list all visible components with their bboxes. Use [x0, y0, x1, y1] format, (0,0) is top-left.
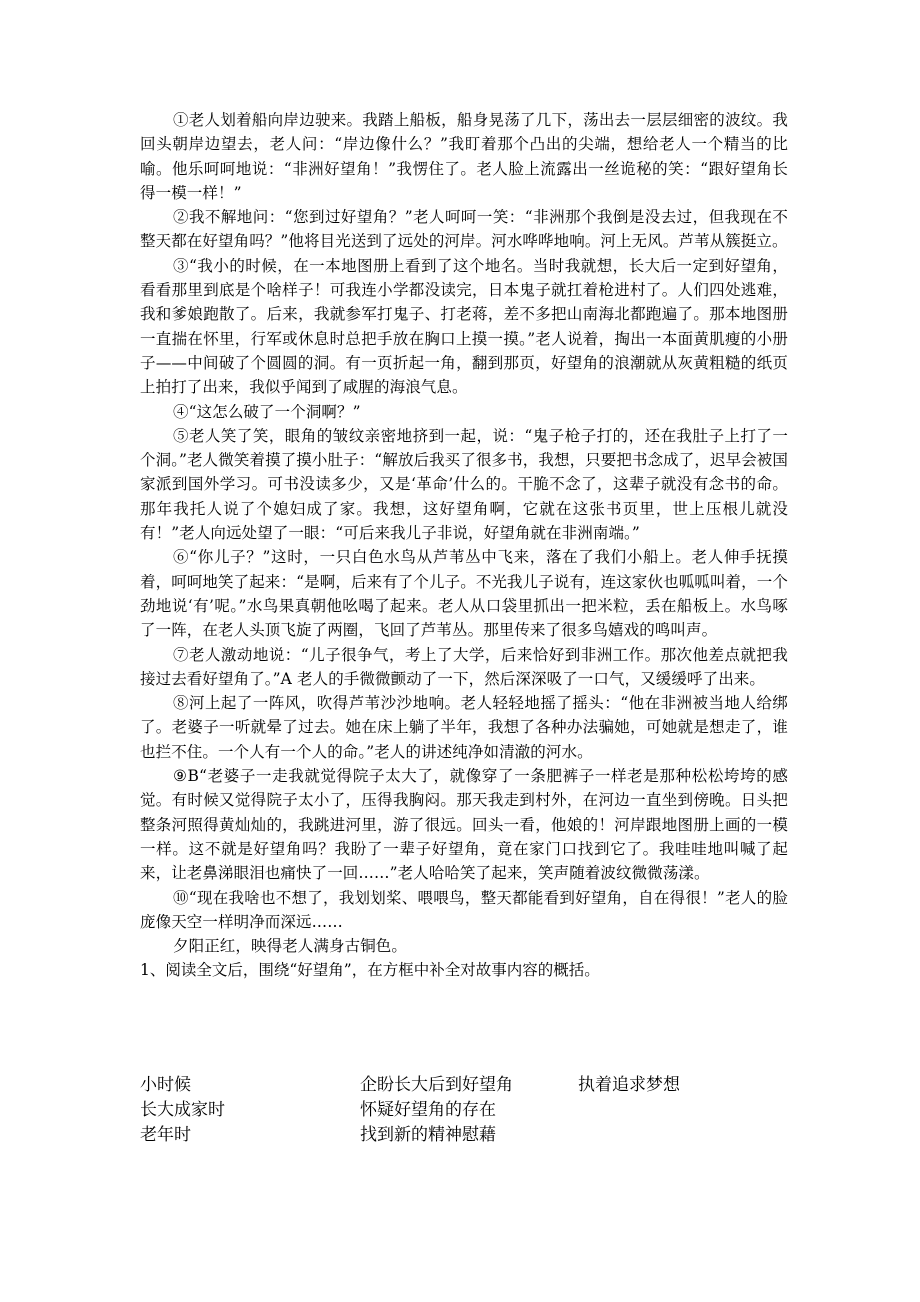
paragraph-9: ⑨B“老婆子一走我就觉得院子太大了，就像穿了一条肥裤子一样老是那种松松垮垮的感觉。有时候又觉得院子太小了，压得我胸闷。那天我走到村外，在河边一直坐到傍晚。日头把整条河照得黄灿灿的，我跳进河里，游了很远。回头一看，他娘的！河岸跟地图册上画的一模一样。这不就是好望角吗？我盼了一辈子好望角，竟在家门口找到它了。我哇哇地叫喊了起来，让老鼻涕眼泪也痛快了一回……”老人哈哈笑了起来，笑声随着波纹微微荡漾。: [140, 767, 788, 883]
paragraph-3: ③“我小的时候，在一本地图册上看到了这个地名。当时我就想，长大后一定到好望角，看看那里到底是个啥样子！可我连小学都没读完，日本鬼子就扛着枪进村了。人们四处逃难，我和爹娘跑散了。后来，我就参军打鬼子、打老蒋，差不多把山南海北都跑遍了。那本地图册一直揣在怀里，行军或休息时总把手放在胸口上摸一摸。”老人说着，掏出一本面黄肌瘦的小册子——中间破了个圆圆的洞。有一页折起一角，翻到那页，好望角的浪潮就从灰黄粗糙的纸页上拍打了出来，我似乎闻到了咸腥的海浪气息。: [140, 256, 788, 397]
paragraph-10: ⑩“现在我啥也不想了，我划划桨、喂喂鸟，整天都能看到好望角，自在得很！”老人的脸庞像天空一样明净而深远……: [140, 888, 788, 931]
stage-label: 长大成家时: [140, 1100, 225, 1120]
paragraph-4: ④“这怎么破了一个洞啊？”: [173, 402, 361, 421]
paragraph-1: ①老人划着船向岸边驶来。我踏上船板，船身晃荡了几下，荡出去一层层细密的波纹。我回头朝岸边望去，老人问：“岸边像什么？”我盯着那个凸出的尖端，想给老人一个精当的比喻。他乐呵呵地说：“非洲好望角！”我愣住了。老人脸上流露出一丝诡秘的笑：“跟好望角长得一模一样！”: [140, 111, 788, 202]
paragraph-8: ⑧河上起了一阵风，吹得芦苇沙沙地响。老人轻轻地摇了摇头：“他在非洲被当地人给绑了。老婆子一听就晕了过去。她在床上躺了半年，我想了各种办法骗她，可她就是想走了，谁也拦不住。一个人有一个人的命。”老人的讲述纯净如清澈的河水。: [140, 694, 788, 761]
story-text: [140, 108, 788, 983]
event-text: 企盼长大后到好望角: [360, 1075, 513, 1095]
closing-line: 夕阳正红，映得老人满身古铜色。: [173, 937, 408, 956]
summary-row-adulthood: [140, 1098, 788, 1123]
stage-label: 老年时: [140, 1125, 191, 1145]
paragraph-7: ⑦老人激动地说：“儿子很争气，考上了大学，后来恰好到非洲工作。那次他差点就把我接过去看好望角了。”A 老人的手微微颤动了一下，然后深深吸了一口气，又缓缓呼了出来。: [140, 645, 788, 688]
event-text: 找到新的精神慰藉: [360, 1125, 496, 1145]
stage-label: 小时候: [140, 1075, 191, 1095]
summary-row-childhood: [140, 1073, 788, 1098]
question-1: 1、阅读全文后，围绕“好望角”，在方框中补全对故事内容的概括。: [140, 961, 600, 980]
summary-row-old-age: [140, 1123, 788, 1148]
event-text: 怀疑好望角的存在: [360, 1100, 496, 1120]
theme-text: 执着追求梦想: [578, 1075, 680, 1095]
paragraph-5: ⑤老人笑了笑，眼角的皱纹亲密地挤到一起，说：“鬼子枪子打的，还在我肚子上打了一个洞。”老人微笑着摸了摸小肚子：“解放后我买了很多书，我想，只要把书念成了，迟早会被国家派到国外学习。可书没读多少，又是‘革命’什么的。干脆不念了，这辈子就没有念书的命。那年我托人说了个媳妇成了家。我想，这好望角啊，它就在这张书页里，世上压根儿就没有！”老人向远处望了一眼：“可后来我儿子非说，好望角就在非洲南端。”: [140, 426, 788, 543]
summary-table: [140, 1073, 788, 1148]
paragraph-2: ②我不解地问：“您到过好望角？”老人呵呵一笑：“非洲那个我倒是没去过，但我现在不整天都在好望角吗？”他将目光送到了远处的河岸。河水哗哗地响。河上无风。芦苇从簇挺立。: [140, 208, 788, 251]
paragraph-6: ⑥“你儿子？”这时，一只白色水鸟从芦苇丛中飞来，落在了我们小船上。老人伸手抚摸着，呵呵地笑了起来：“是啊，后来有了个儿子。不光我儿子说有，连这家伙也呱呱叫着，一个劲地说‘有’呢。”水鸟果真朝他吆喝了起来。老人从口袋里抓出一把米粒，丢在船板上。水鸟啄了一阵，在老人头顶飞旋了两圈，飞回了芦苇丛。那里传来了很多鸟嬉戏的鸣叫声。: [140, 548, 788, 640]
